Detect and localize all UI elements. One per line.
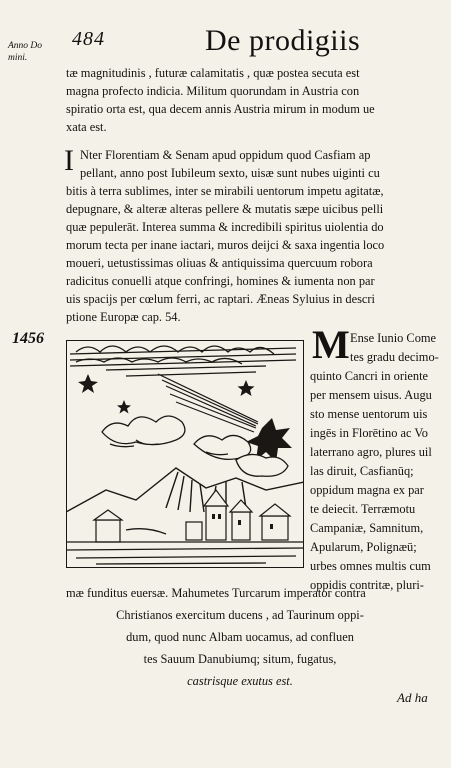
- text-line: uis spacijs per cœlum ferri, ac raptari. Æneas Syluius in descri: [66, 292, 375, 306]
- text-line: pellant, anno post Iubileum sexto, uisæ sunt nubes uiginti cu: [80, 166, 380, 180]
- text-line: depugnare, & alteræ alteras pellere & mutatis sæpe uicibus pelli: [66, 202, 384, 216]
- initial-letter: M: [312, 322, 350, 367]
- woodcut-illustration: [66, 340, 304, 568]
- text-line: Nter Florentiam & Senam apud oppidum quod Casfiam ap: [80, 148, 371, 162]
- catchword: Ad ha: [397, 690, 428, 705]
- text-line: mæ funditus euersæ. Mahumetes Turcarum imperator contra: [66, 586, 366, 600]
- text-line: sto mense uentorum uis: [310, 407, 428, 421]
- text-line: oppidum magna ex par: [310, 483, 424, 497]
- text-line: ptione Europæ cap. 54.: [66, 310, 181, 324]
- text-line: urbes omnes multis cum: [310, 559, 431, 573]
- year-margin-note: 1456: [12, 330, 44, 347]
- margin-note-line-1: Anno Do: [8, 41, 43, 51]
- text-line: bitis à terra sublimes, inter se mirabili uentorum impetu agitatæ,: [66, 184, 384, 198]
- text-line: te deiecit. Terræmotu: [310, 502, 416, 516]
- text-line: per mensem uisus. Augu: [310, 388, 432, 402]
- text-line: tes gradu decimo-: [350, 350, 439, 364]
- text-line: xata est.: [66, 120, 107, 134]
- text-line: tes Sauum Danubiumq; situm, fugatus,: [143, 652, 337, 666]
- text-line: laterrano agro, plures uil: [310, 445, 432, 459]
- running-head: De prodigiis: [205, 24, 361, 57]
- text-line: oppidis contritæ, pluri-: [310, 578, 424, 592]
- margin-note-line-2: mini.: [8, 53, 28, 63]
- text-line: quinto Cancri in oriente: [310, 369, 429, 383]
- margin-note-anno-domini: [8, 40, 56, 64]
- text-line: Campaniæ, Samnitum,: [310, 521, 424, 535]
- text-line: morum tecta per inane iactari, muros deijci & saxa ingentia loco: [66, 238, 385, 252]
- text-line: dum, quod nunc Albam uocamus, ad confluen: [126, 630, 354, 644]
- text-line: ingēs in Florētino ac Vo: [310, 426, 428, 440]
- page-number: 484: [72, 28, 105, 50]
- text-line: radicitus conuelli atque confringi, homines & iumenta non par: [66, 274, 375, 288]
- initial-letter: I: [64, 144, 74, 177]
- text-line: moueri, uetustissimas oliuas & antiquissima quercuum robora: [66, 256, 373, 270]
- text-line: quæ pepulerāt. Interea summa & incredibili spiritus uiolentia do: [66, 220, 384, 234]
- text-line: castrisque exutus est.: [187, 674, 293, 688]
- text-line: Apularum, Polignæū;: [310, 540, 417, 554]
- text-line: las diruit, Casfianūq;: [310, 464, 414, 478]
- text-line: tæ magnitudinis , futuræ calamitatis , quæ postea secuta est: [66, 66, 360, 80]
- text-line: spiratio orta est, qua decem annis Austria mirum in modum ue: [66, 102, 375, 116]
- text-line: Christianos exercitum ducens , ad Taurinum oppi-: [116, 608, 364, 622]
- text-line: Ense Iunio Come: [350, 331, 437, 345]
- text-line: magna profecto indicia. Militum quorundam in Austria con: [66, 84, 360, 98]
